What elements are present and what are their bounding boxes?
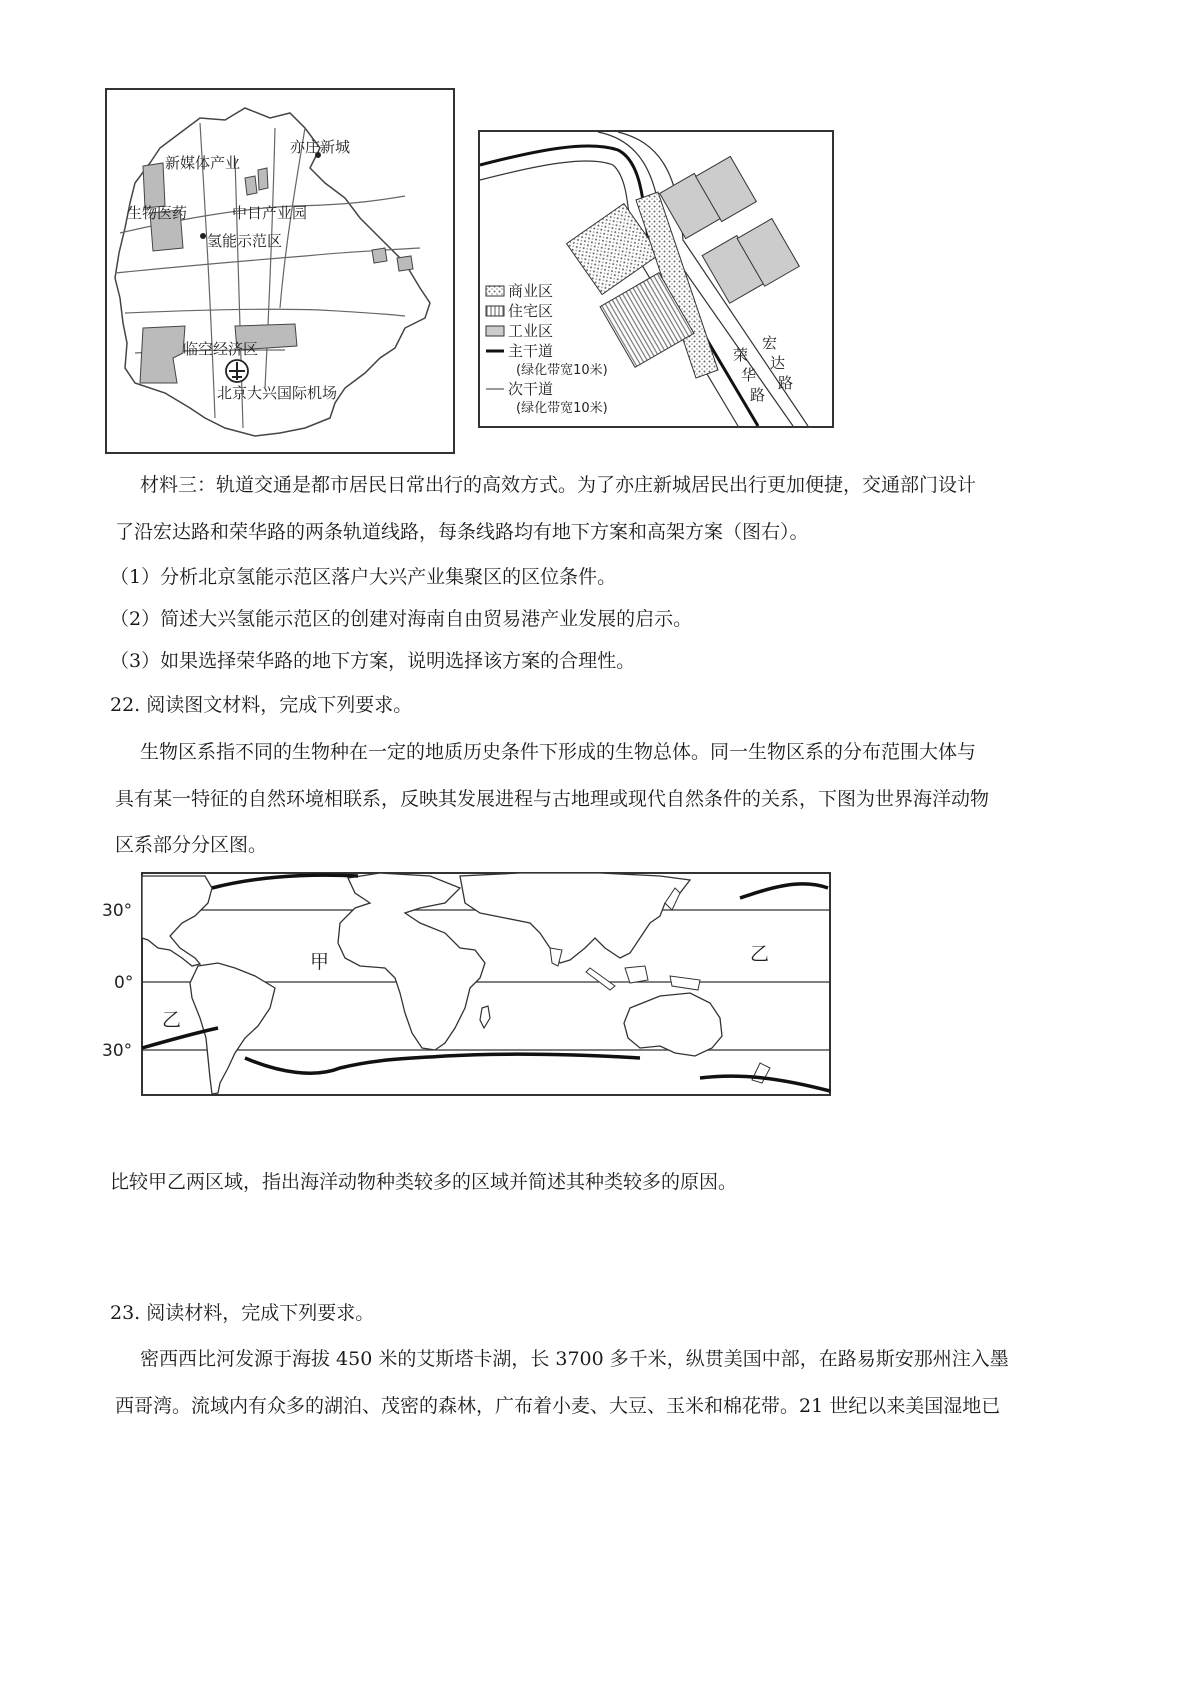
rail-plan-figure [478, 130, 834, 428]
legend-residential: 住宅区 [508, 302, 554, 320]
question-23-title: 23. 阅读材料，完成下列要求。 [110, 1302, 375, 1324]
legend-main-road: 主干道 [508, 342, 554, 360]
q23-para-line1: 密西西比河发源于海拔 450 米的艾斯塔卡湖，长 3700 多千米，纵贯美国中部，在路易斯安那州注入墨 [140, 1348, 1009, 1370]
zone-cj1 [245, 176, 257, 195]
q23-para-line2: 西哥湾。流域内有众多的湖泊、茂密的森林，广布着小麦、大豆、玉米和棉花带。21 世纪以来美国湿地已 [115, 1395, 1001, 1417]
hongda-char-1: 宏 [762, 334, 778, 352]
ronghua-char-1: 荣 [733, 346, 749, 364]
q22-para-line2: 具有某一特征的自然环境相联系，反映其发展进程与古地理或现代自然条件的关系，下图为世界海洋动物 [115, 788, 990, 810]
material3-line2: 了沿宏达路和荣华路的两条轨道线路，每条线路均有地下方案和高架方案（图右）。 [115, 521, 809, 543]
question-22-title: 22. 阅读图文材料，完成下列要求。 [110, 694, 413, 716]
legend-secondary-road-note: (绿化带宽10米) [516, 401, 608, 416]
daxing-district-map [105, 88, 455, 454]
zone-east2 [397, 256, 413, 271]
region-yi-east: 乙 [750, 943, 770, 965]
hongda-char-2: 达 [770, 354, 786, 372]
question-2: （2）简述大兴氢能示范区的创建对海南自由贸易港产业发展的启示。 [110, 608, 693, 630]
legend-main-road-note: (绿化带宽10米) [516, 363, 608, 378]
q22-para-line3: 区系部分分区图。 [115, 834, 268, 856]
ronghua-char-2: 华 [741, 366, 757, 384]
lat-label-0: 0° [114, 973, 134, 993]
lat-label-30s: 30° [102, 1041, 133, 1061]
q22-question: 比较甲乙两区域，指出海洋动物种类较多的区域并简述其种类较多的原因。 [110, 1171, 738, 1193]
label-china-japan: 中日产业园 [232, 204, 308, 222]
ronghua-char-3: 路 [750, 386, 766, 404]
material3-line1: 材料三：轨道交通是都市居民日常出行的高效方式。为了亦庄新城居民出行更加便捷，交通部门设计 [140, 474, 977, 496]
hongda-char-3: 路 [778, 374, 794, 392]
zone-media [143, 163, 165, 208]
label-media: 新媒体产业 [165, 154, 241, 172]
question-3: （3）如果选择荣华路的地下方案，说明选择该方案的合理性。 [110, 650, 636, 672]
legend-industrial: 工业区 [508, 322, 554, 340]
airplane-icon [226, 360, 248, 382]
zone-east1 [372, 248, 387, 263]
legend-secondary-road: 次干道 [508, 380, 554, 398]
question-1: （1）分析北京氢能示范区落户大兴产业集聚区的区位条件。 [110, 566, 617, 588]
region-jia: 甲 [310, 951, 330, 973]
label-hydrogen: 氢能示范区 [207, 232, 283, 250]
hydrogen-dot [200, 233, 206, 239]
label-airport: 北京大兴国际机场 [217, 384, 338, 402]
world-marine-fauna-map [100, 868, 835, 1100]
label-bio: 生物医药 [127, 204, 188, 222]
label-yizhuang: 亦庄新城 [290, 138, 351, 156]
q22-para-line1: 生物区系指不同的生物种在一定的地质历史条件下形成的生物总体。同一生物区系的分布范围大体与 [140, 741, 977, 763]
legend-commercial: 商业区 [508, 282, 554, 300]
label-airport-econ: 临空经济区 [183, 340, 259, 358]
lat-label-30n: 30° [102, 901, 133, 921]
zone-cj2 [258, 168, 268, 190]
region-yi-west: 乙 [162, 1009, 182, 1031]
